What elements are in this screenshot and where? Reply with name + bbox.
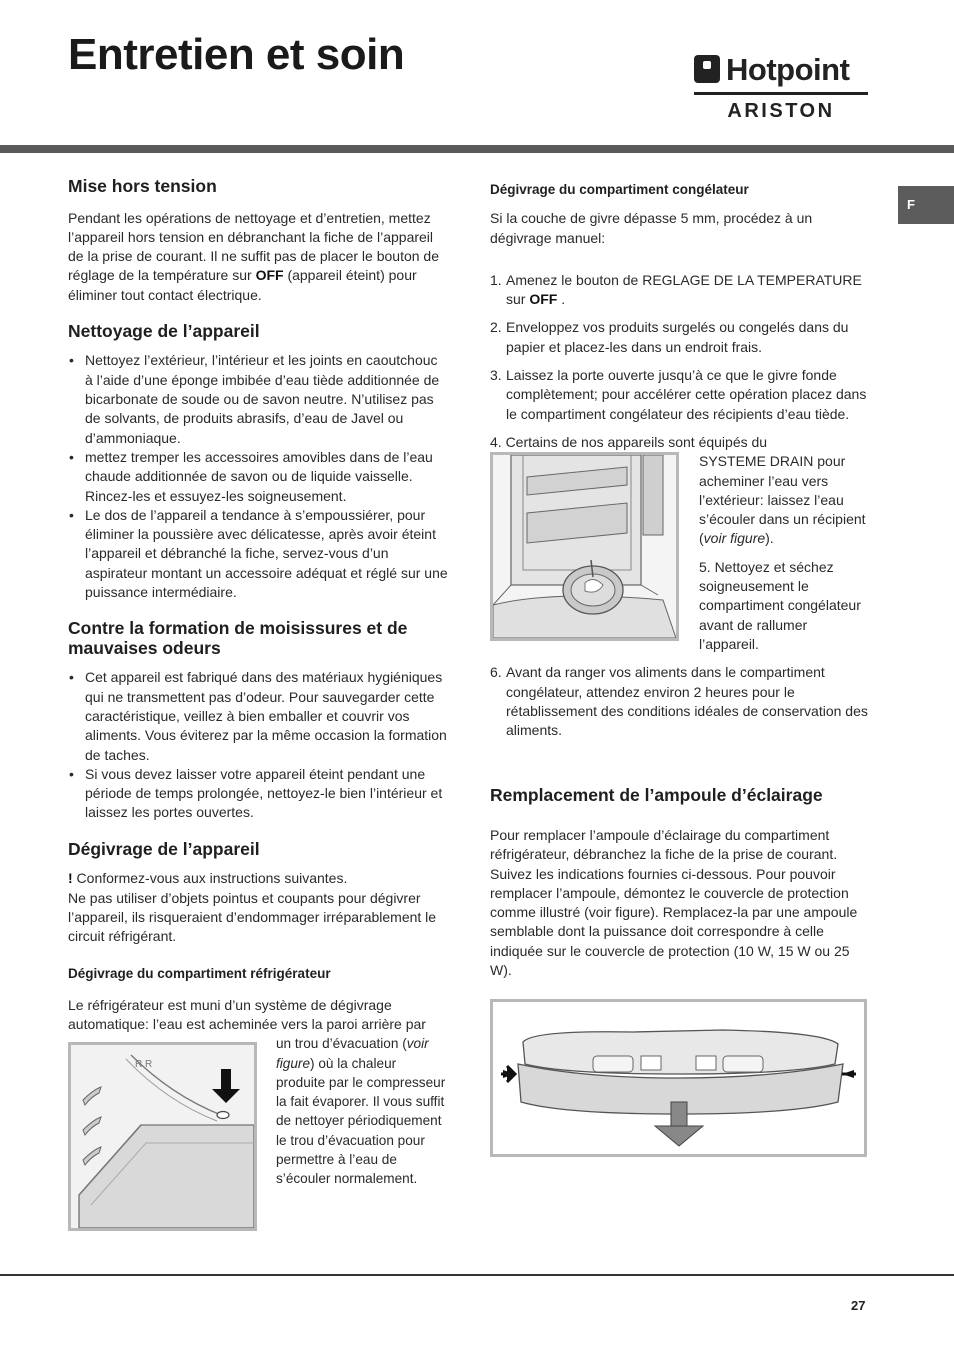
paragraph-drain-hole — [276, 1034, 448, 1231]
paragraph-degivrage — [68, 869, 448, 888]
text: ) où la chaleur produite par le compresseur la fait évaporer. Il vous suffit de nettoyer périodiquement le trou d’évacuation pour permettre à l’eau de s’écouler normalement. — [276, 1055, 446, 1187]
paragraph-mise-hors-tension — [68, 209, 448, 305]
lamp-cover-figure — [490, 999, 867, 1157]
step-number: 6. — [490, 664, 502, 681]
step-5: 5. Nettoyez et séchez soigneusement le compartiment congélateur avant de rallumer l’appareil. — [699, 558, 861, 652]
brand-name: Hotpoint — [726, 51, 850, 87]
steps-congelateur — [490, 271, 870, 424]
freezer-drain-illustration — [493, 455, 676, 638]
list-item: • mettez tremper les accessoires amovibles dans de l’eau chaude additionnée de savon ou de liquide vaisselle. Rincez-les et essuyez-les soigneusement. — [68, 448, 448, 506]
list-item: • Le dos de l’appareil a tendance à s’empoussiérer, pour éliminer la poussière avec délicatesse, après avoir éteint l’appareil et débranché la fiche, servez-vous d’un aspirateur montant un accessoire adéquat et réglé sur une puissance intermédiaire. — [68, 506, 448, 602]
steps-congelateur-end — [490, 663, 870, 740]
list-moisissures — [68, 668, 448, 822]
drain-text-block — [699, 452, 869, 654]
paragraph-drain-system — [699, 452, 869, 548]
fridge-drain-illustration — [71, 1045, 254, 1228]
list-item: • Si vous devez laisser votre appareil éteint pendant une période de temps prolongée, nettoyez-le bien l’intérieur et laissez les portes ouvertes. — [68, 765, 448, 823]
figure-reference: voir figure — [703, 530, 766, 547]
section-title-moisissures: Contre la formation de moisissures et de mauvaises odeurs — [68, 618, 408, 658]
text: Laissez la porte ouverte jusqu’à ce que le givre fonde complètement; pour accélérer cette opération placez dans le compartiment congélateur des récipients d’eau tiède. — [506, 367, 867, 422]
text: SYSTEME DRAIN pour acheminer l’eau vers l’extérieur: laissez l’eau s’écouler dans un récipient ( — [699, 453, 866, 547]
header-rule — [0, 145, 954, 153]
step-4-intro: 4. Certains de nos appareils sont équipés du — [490, 433, 768, 450]
left-column — [68, 177, 448, 1231]
off-label: OFF — [529, 291, 558, 308]
drain-system-figure — [490, 452, 679, 641]
text: Pendant les opérations de nettoyage et d’entretien, mettez l’appareil hors tension en débranchant la fiche de l’appareil de la prise de courant. Il ne suffit pas de placer le bouton de réglage de la température sur — [68, 209, 439, 284]
list-item — [490, 366, 870, 424]
brand-sub: ARISTON — [727, 100, 835, 122]
logo-divider — [694, 92, 868, 95]
page-title: Entretien et soin — [68, 30, 405, 79]
subsection-title-congelateur: Dégivrage du compartiment congélateur — [490, 182, 749, 197]
paragraph-refrigerateur: Le réfrigérateur est muni d’un système de dégivrage automatique: l’eau est acheminée vers la paroi arrière par — [68, 996, 426, 1032]
svg-text:R R: R R — [135, 1059, 153, 1071]
footer-rule — [0, 1274, 954, 1276]
brand-logo — [694, 52, 868, 126]
right-column — [490, 180, 870, 1157]
section-title-mise-hors-tension: Mise hors tension — [68, 176, 217, 196]
text: Enveloppez vos produits surgelés ou congelés dans du papier et placez-les dans un endroit frais. — [506, 319, 849, 355]
figure-row-drain — [490, 452, 870, 654]
list-item: • Nettoyez l’extérieur, l’intérieur et les joints en caoutchouc à l’aide d’une éponge imbibée d’eau tiède additionnée de bicarbonate de soude ou de savon neutre. N’utilisez pas de solvants, de produits abrasifs, d’eau de Javel ou d’ammoniaque. — [68, 351, 448, 447]
logo-mark-icon — [694, 55, 720, 83]
paragraph-degivrage-warning: Ne pas utiliser d’objets pointus et coupants pour dégivrer l’appareil, ils risqueraient d’endommager irréparablement le circuit réfrigérant. — [68, 889, 437, 945]
list-item: • Cet appareil est fabriqué dans des matériaux hygiéniques qui ne transmettent pas d’odeur. Pour sauvegarder cette caractéristique, veillez à bien emballer et couvrir vos aliments. Vous éviterez par la même occasion la formation de taches. — [68, 668, 448, 764]
paragraph-congelateur: Si la couche de givre dépasse 5 mm, procédez à un dégivrage manuel: — [490, 210, 813, 246]
text: ). — [765, 530, 774, 547]
text: Avant da ranger vos aliments dans le compartiment congélateur, attendez environ 2 heures pour le rétablissement des conditions idéales de conservation des aliments. — [506, 664, 868, 739]
figure-reference: voir figure — [276, 1036, 429, 1071]
off-label: OFF — [255, 267, 284, 284]
step-number: 3. — [490, 367, 502, 384]
section-title-nettoyage: Nettoyage de l’appareil — [68, 320, 260, 341]
drain-hole-figure — [68, 1042, 257, 1231]
step-number: 2. — [490, 319, 502, 336]
section-title-degivrage: Dégivrage de l’appareil — [68, 838, 260, 859]
step-number: 1. — [490, 271, 502, 288]
page-number: 27 — [851, 1298, 866, 1313]
text: . — [557, 291, 566, 308]
language-tab: F — [898, 186, 954, 224]
text: Amenez le bouton de REGLAGE DE LA TEMPERATURE sur — [506, 271, 862, 308]
paragraph-ampoule: Pour remplacer l’ampoule d’éclairage du compartiment réfrigérateur, débranchez la fiche de la prise de courant. Suivez les indications fournies ci-dessous. Pour pouvoir remplacer l’ampoule, démontez le couvercle de protection comme illustré (voir figure). Remplacez-la par une ampoule semblable dont la puissance doit correspondre à celle indiquée sur le couvercle de protection (10 W, 15 W ou 25 W). — [490, 826, 858, 978]
list-nettoyage — [68, 351, 448, 602]
section-title-ampoule: Remplacement de l’ampoule d’éclairage — [490, 785, 823, 806]
text: Conformez-vous aux instructions suivantes. — [72, 870, 348, 887]
lamp-cover-illustration — [493, 1002, 864, 1154]
list-item — [490, 663, 870, 740]
subsection-title-refrigerateur: Dégivrage du compartiment réfrigérateur — [68, 966, 331, 982]
figure-row-refrigerateur — [68, 1034, 448, 1231]
text: (appareil éteint) pour éliminer tout contact électrique. — [68, 267, 417, 303]
list-item — [490, 318, 870, 357]
text: un trou d’évacuation ( — [276, 1036, 407, 1052]
list-item — [490, 271, 870, 310]
warning-icon: ! — [68, 870, 73, 887]
